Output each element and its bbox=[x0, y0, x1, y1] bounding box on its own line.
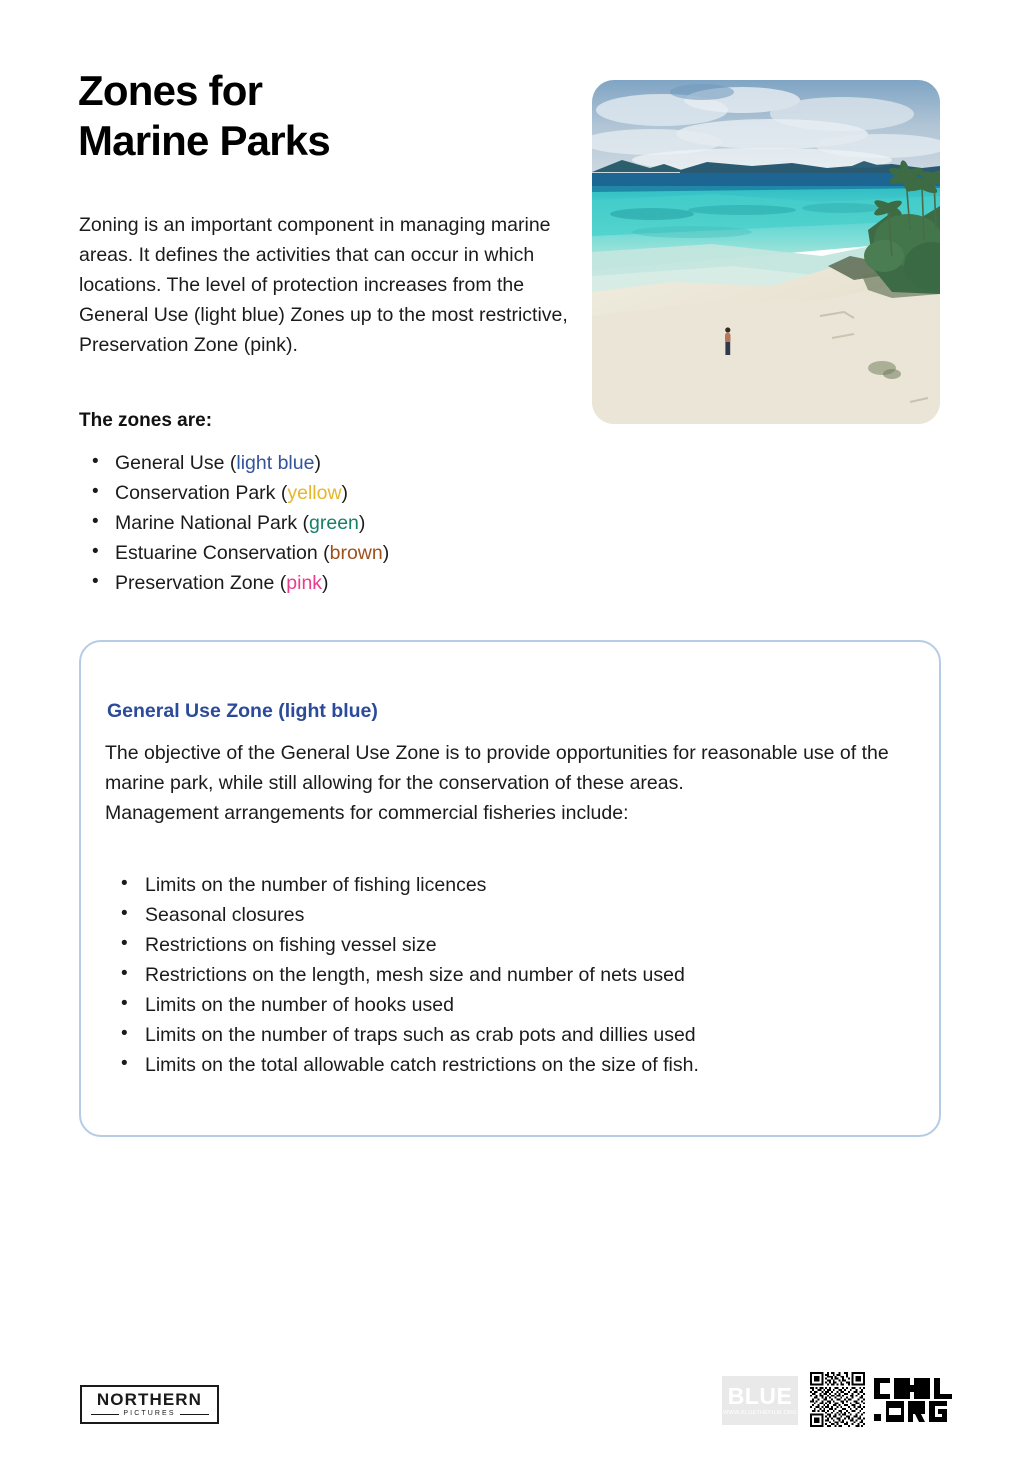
rule-right bbox=[180, 1414, 209, 1415]
zone-color-word: brown bbox=[329, 542, 383, 564]
blue-the-film-logo bbox=[722, 1376, 798, 1425]
general-use-zone-callout bbox=[79, 640, 941, 1137]
list-item: • Limits on the total allowable catch restrictions on the size of fish. bbox=[105, 1050, 915, 1080]
page-title-line-2: Marine Parks bbox=[78, 116, 330, 164]
callout-paragraph-2: Management arrangements for commercial fisheries include: bbox=[105, 802, 629, 824]
zone-paren-open: ( bbox=[323, 542, 330, 564]
zone-paren-open: ( bbox=[229, 452, 237, 474]
zone-paren-close: ) bbox=[322, 572, 329, 594]
zone-paren-close: ) bbox=[358, 512, 366, 534]
qr-code-icon[interactable] bbox=[810, 1372, 865, 1427]
list-item: • Seasonal closures bbox=[105, 900, 915, 930]
cool-org-logo bbox=[872, 1374, 956, 1426]
zone-paren-open: ( bbox=[302, 512, 310, 534]
list-item bbox=[79, 508, 579, 538]
zone-color-word: light blue bbox=[236, 452, 315, 474]
person-figure bbox=[725, 327, 731, 355]
list-item: • Restrictions on the length, mesh size and number of nets used bbox=[105, 960, 915, 990]
zones-are-label: The zones are: bbox=[79, 410, 213, 431]
list-item bbox=[79, 478, 579, 508]
list-item bbox=[79, 538, 579, 568]
list-item bbox=[79, 568, 579, 598]
zone-color-word: green bbox=[309, 512, 359, 534]
blue-logo-url-text: WWW.BLUETHEFILM.ORG bbox=[723, 1409, 797, 1416]
zone-paren-open: ( bbox=[280, 482, 288, 504]
zone-paren-close: ) bbox=[382, 542, 390, 564]
callout-paragraph-1: The objective of the General Use Zone is to provide opportunities for reasonable use of the marine park, while still allowing for the conservation of these areas. bbox=[105, 742, 889, 794]
northern-pictures-logo bbox=[80, 1385, 219, 1424]
zone-paren-close: ) bbox=[314, 452, 321, 474]
zone-name: Preservation Zone bbox=[115, 572, 275, 594]
qr-code-svg bbox=[810, 1372, 865, 1427]
zone-paren-open: ( bbox=[279, 572, 287, 594]
intro-paragraph: Zoning is an important component in managing marine areas. It defines the activities that can occur in which locations. The level of protection increases from the General Use (light blue) Zones up to the most restrictive, Preservation Zone (pink). bbox=[79, 214, 568, 356]
zone-list bbox=[79, 448, 579, 598]
callout-heading: General Use Zone (light blue) bbox=[107, 700, 378, 722]
blue-logo-main-text: BLUE bbox=[727, 1382, 793, 1409]
northern-pictures-main-text: NORTHERN bbox=[96, 1390, 203, 1409]
zone-name: Marine National Park bbox=[115, 512, 298, 534]
list-item: • Restrictions on fishing vessel size bbox=[105, 930, 915, 960]
cool-org-logo-svg bbox=[872, 1374, 956, 1426]
list-item: • Limits on the number of fishing licences bbox=[105, 870, 915, 900]
zone-paren-close: ) bbox=[341, 482, 349, 504]
list-item bbox=[79, 448, 579, 478]
callout-body bbox=[105, 738, 915, 828]
zone-name: General Use bbox=[115, 452, 225, 474]
northern-pictures-sub-text: PICTURES bbox=[123, 1410, 176, 1417]
page-title-line-1: Zones for bbox=[78, 67, 263, 114]
zone-name: Conservation Park bbox=[115, 482, 276, 504]
beach-photo bbox=[592, 80, 940, 424]
list-item: • Limits on the number of traps such as crab pots and dillies used bbox=[105, 1020, 915, 1050]
beach-photo-illustration bbox=[592, 80, 940, 424]
northern-pictures-subtitle-row bbox=[91, 1410, 209, 1418]
rule-left bbox=[91, 1414, 120, 1415]
list-item: • Limits on the number of hooks used bbox=[105, 990, 915, 1020]
fishery-management-list bbox=[105, 870, 915, 1080]
zone-color-word: pink bbox=[286, 572, 323, 594]
page-title bbox=[78, 66, 558, 165]
zone-name: Estuarine Conservation bbox=[115, 542, 318, 564]
zone-color-word: yellow bbox=[287, 482, 342, 504]
